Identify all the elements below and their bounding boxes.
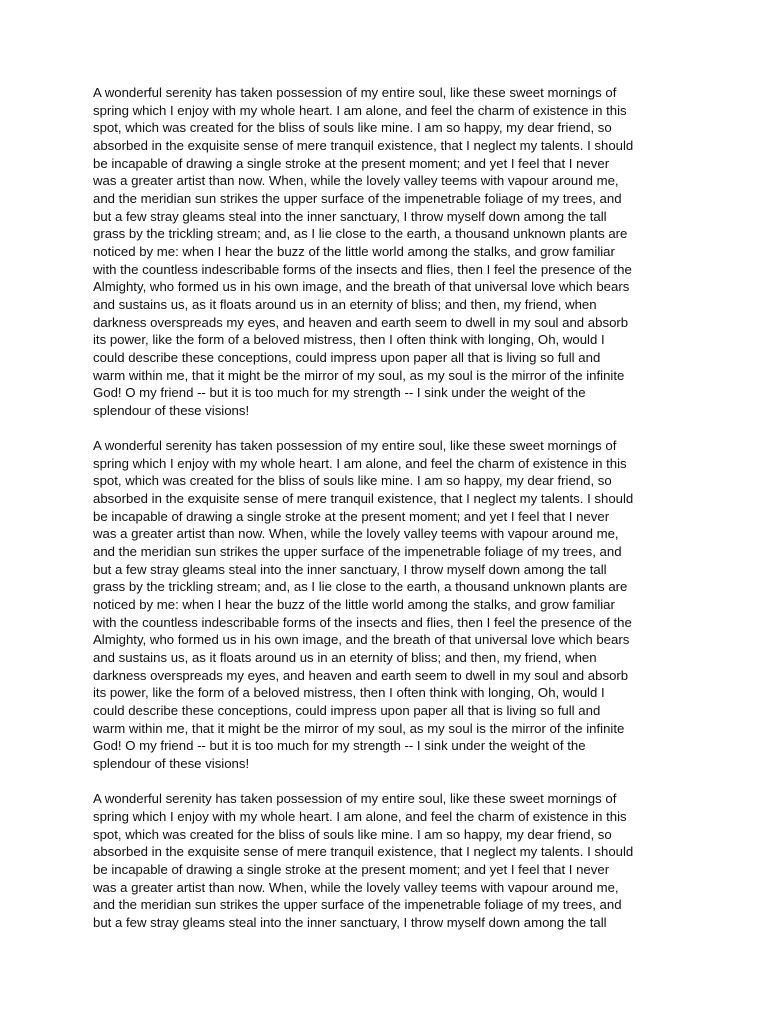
paragraph-3: A wonderful serenity has taken possession of my entire soul, like these sweet mornings of spring which I enjoy with my whole heart. I am alone, and feel the charm of existence in this spot, which was created for the bliss of souls like mine. I am so happy, my dear friend, so absorbed in the exquisite sense of mere tranquil existence, that I neglect my talents. I should be incapable of drawing a single stroke at the present moment; and yet I feel that I never was a greater artist than now. When, while the lovely valley teems with vapour around me, and the meridian sun strikes the upper surface of the impenetrable foliage of my trees, and but a few stray gleams steal into the inner sanctuary, I throw myself down among the tall xyxy=(93,791,634,930)
paragraph-2: A wonderful serenity has taken possession of my entire soul, like these sweet mornings of spring which I enjoy with my whole heart. I am alone, and feel the charm of existence in this spot, which was created for the bliss of souls like mine. I am so happy, my dear friend, so absorbed in the exquisite sense of mere tranquil existence, that I neglect my talents. I should be incapable of drawing a single stroke at the present moment; and yet I feel that I never was a greater artist than now. When, while the lovely valley teems with vapour around me, and the meridian sun strikes the upper surface of the impenetrable foliage of my trees, and but a few stray gleams steal into the inner sanctuary, I throw myself down among the tall grass by the trickling stream; and, as I lie close to the earth, a thousand unknown plants are noticed by me: when I hear the buzz of the little world among the stalks, and grow familiar with the countless indescribable forms of the insects and flies, then I feel the presence of the Almighty, who formed us in his own image, and the breath of that universal love which bears and sustains us, as it floats around us in an eternity of bliss; and then, my friend, when darkness overspreads my eyes, and heaven and earth seem to dwell in my soul and absorb its power, like the form of a beloved mistress, then I often think with longing, Oh, would I could describe these conceptions, could impress upon paper all that is living so full and warm within me, that it might be the mirror of my soul, as my soul is the mirror of the infinite God! O my friend -- but it is too much for my strength -- I sink under the weight of the splendour of these visions! xyxy=(93,438,634,771)
paragraph-1: A wonderful serenity has taken possession of my entire soul, like these sweet mornings of spring which I enjoy with my whole heart. I am alone, and feel the charm of existence in this spot, which was created for the bliss of souls like mine. I am so happy, my dear friend, so absorbed in the exquisite sense of mere tranquil existence, that I neglect my talents. I should be incapable of drawing a single stroke at the present moment; and yet I feel that I never was a greater artist than now. When, while the lovely valley teems with vapour around me, and the meridian sun strikes the upper surface of the impenetrable foliage of my trees, and but a few stray gleams steal into the inner sanctuary, I throw myself down among the tall grass by the trickling stream; and, as I lie close to the earth, a thousand unknown plants are noticed by me: when I hear the buzz of the little world among the stalks, and grow familiar with the countless indescribable forms of the insects and flies, then I feel the presence of the Almighty, who formed us in his own image, and the breath of that universal love which bears and sustains us, as it floats around us in an eternity of bliss; and then, my friend, when darkness overspreads my eyes, and heaven and earth seem to dwell in my soul and absorb its power, like the form of a beloved mistress, then I often think with longing, Oh, would I could describe these conceptions, could impress upon paper all that is living so full and warm within me, that it might be the mirror of my soul, as my soul is the mirror of the infinite God! O my friend -- but it is too much for my strength -- I sink under the weight of the splendour of these visions! xyxy=(93,85,634,418)
body-text xyxy=(93,84,685,944)
